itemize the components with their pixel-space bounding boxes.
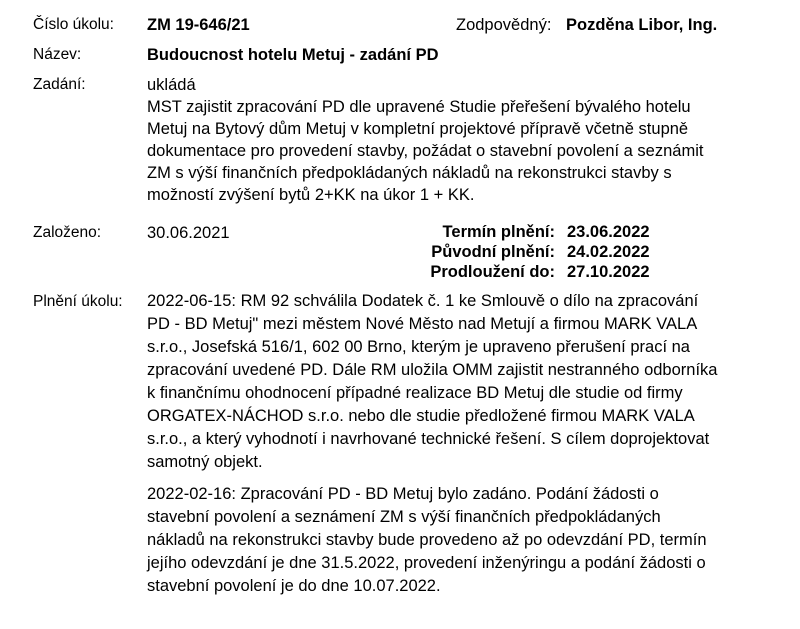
assignment-line: ukládá [147,76,196,94]
deadline-block [400,222,667,282]
fulfillment-line: samotný objekt. [147,453,263,471]
fulfillment-line: stavební povolení je do dne 10.07.2022. [147,577,441,595]
fulfillment-line: 2022-06-15: RM 92 schválila Dodatek č. 1 ke Smlouvě o dílo na zpracování [147,292,699,310]
created-date: 30.06.2021 [147,224,230,242]
fulfillment-line: ORGATEX-NÁCHOD s.r.o. nebo dle studie předložené firmou MARK VALA [147,407,695,425]
assignment-label: Zadání: [33,76,86,93]
created-label: Založeno: [33,224,102,241]
assignment-line: možností zvýšení bytů 2+KK na úkor 1 + KK. [147,186,475,204]
task-number-label: Číslo úkolu: [33,16,114,33]
deadline-date: 23.06.2022 [567,223,650,241]
task-number: ZM 19-646/21 [147,16,250,34]
fulfillment-line: jejího odevzdání je dne 31.5.2022, provedení inženýringu a podání žádosti o [147,554,706,572]
fulfillment-line: s.r.o., Josefská 516/1, 602 00 Brno, kterým je upraveno přerušení prací na [147,338,690,356]
fulfillment-line: 2022-02-16: Zpracování PD - BD Metuj bylo zadáno. Podání žádosti o [147,485,659,503]
responsible-person: Pozděna Libor, Ing. [566,16,718,34]
fulfillment-line: nákladů na rekonstrukci stavby bude provedeno až po odevzdání PD, termín [147,531,707,549]
name-label: Název: [33,46,82,63]
fulfillment-line: PD - BD Metuj" mezi městem Nové Město nad Metují a firmou MARK VALA [147,315,698,333]
fulfillment-line: zpracování uvedené PD. Dále RM uložila OMM zajistit nestranného odborníka [147,361,718,379]
assignment-line: dokumentace pro provedení stavby, požádat o stavební povolení a seznámit [147,142,704,160]
extension-label: Prodloužení do: [430,263,555,281]
original-deadline-label: Původní plnění: [431,243,555,261]
extension-date: 27.10.2022 [567,263,650,281]
original-deadline-date: 24.02.2022 [567,243,650,261]
assignment-line: MST zajistit zpracování PD dle upravené Studie přeřešení bývalého hotelu [147,98,691,116]
assignment-text [147,74,787,206]
fulfillment-entry [147,290,787,474]
assignment-line: Metuj na Bytový dům Metuj v kompletní projektové přípravě včetně stupně [147,120,689,138]
fulfillment-label: Plnění úkolu: [33,293,123,310]
assignment-line: ZM s výší finančních předpokládaných nákladů na rekonstrukci stavby s [147,164,672,182]
deadline-label: Termín plnění: [442,223,555,241]
fulfillment-entry [147,483,787,598]
fulfillment-line: stavební povolení a seznámení ZM s výší finančních předpokládaných [147,508,661,526]
fulfillment-line: k finančnímu ohodnocení případné realizace BD Metuj dle studie od firmy [147,384,683,402]
responsible-label: Zodpovědný: [456,16,552,34]
task-name: Budoucnost hotelu Metuj - zadání PD [147,46,439,64]
fulfillment-line: s.r.o., a který vyhodnotí i navrhované technické řešení. S cílem doprojektovat [147,430,710,448]
